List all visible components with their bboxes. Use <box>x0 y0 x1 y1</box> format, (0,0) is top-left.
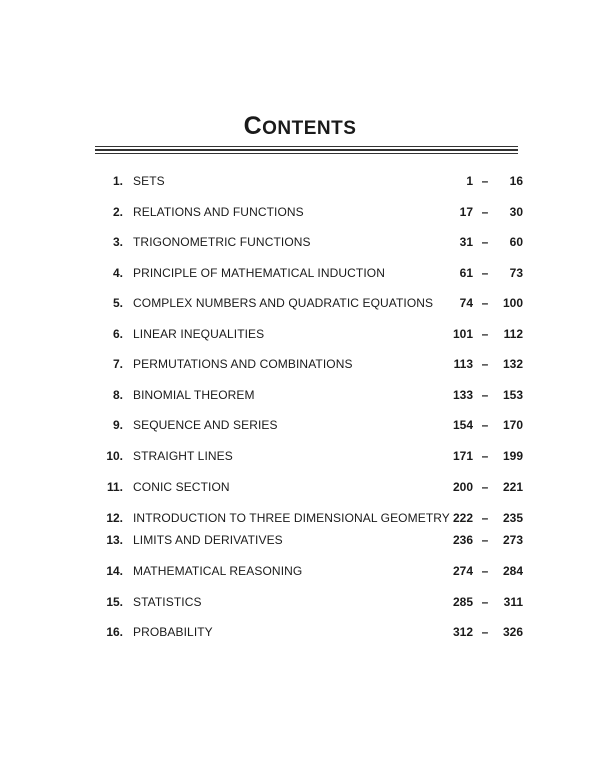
page-range-dash: – <box>481 418 489 432</box>
toc-entry[interactable] <box>0 478 600 496</box>
toc-entry[interactable] <box>0 562 600 580</box>
page-start: 133 <box>452 388 473 402</box>
chapter-title: TRIGONOMETRIC FUNCTIONS <box>133 235 311 249</box>
page-end: 60 <box>509 235 523 249</box>
toc-entry[interactable] <box>0 593 600 611</box>
page-start: 236 <box>452 533 473 547</box>
page-start: 274 <box>452 564 473 578</box>
chapter-title: LINEAR INEQUALITIES <box>133 327 265 341</box>
chapter-number: 4. <box>112 266 123 280</box>
toc-entry[interactable] <box>0 531 600 549</box>
page-end: 100 <box>502 296 523 310</box>
toc-entry[interactable] <box>0 294 600 312</box>
page-start: 285 <box>452 595 473 609</box>
page-end: 112 <box>503 327 523 341</box>
page-range-dash: – <box>481 480 489 494</box>
chapter-title: STRAIGHT LINES <box>133 449 233 463</box>
chapter-title: STATISTICS <box>133 595 202 609</box>
toc-entry[interactable] <box>0 264 600 282</box>
toc-entry[interactable] <box>0 386 600 404</box>
chapter-number: 16. <box>106 625 123 639</box>
page-start: 31 <box>459 235 473 249</box>
page-end: 326 <box>502 625 523 639</box>
page-start: 312 <box>452 625 473 639</box>
page-start: 61 <box>459 266 473 280</box>
page-title-rest: ONTENTS <box>262 118 357 139</box>
chapter-title: BINOMIAL THEOREM <box>133 388 255 402</box>
toc-entry[interactable] <box>0 233 600 251</box>
chapter-number: 10. <box>106 449 123 463</box>
page-range-dash: – <box>481 625 489 639</box>
chapter-title: PERMUTATIONS AND COMBINATIONS <box>133 357 353 371</box>
chapter-title: LIMITS AND DERIVATIVES <box>133 533 283 547</box>
page-range-dash: – <box>481 388 489 402</box>
chapter-number: 8. <box>112 388 123 402</box>
chapter-title: CONIC SECTION <box>133 480 230 494</box>
page-range-dash: – <box>481 266 489 280</box>
page-range-dash: – <box>481 564 489 578</box>
chapter-title: SEQUENCE AND SERIES <box>133 418 278 432</box>
toc-entry[interactable] <box>0 325 600 343</box>
chapter-title: PROBABILITY <box>133 625 213 639</box>
page-end: 132 <box>502 357 523 371</box>
page-end: 16 <box>509 174 523 188</box>
page-end: 153 <box>502 388 523 402</box>
page-start: 222 <box>452 511 473 525</box>
chapter-number: 5. <box>112 296 123 310</box>
chapter-number: 13. <box>106 533 123 547</box>
chapter-title: SETS <box>133 174 165 188</box>
page-range-dash: – <box>481 327 489 341</box>
page-start: 200 <box>452 480 473 494</box>
page-range-dash: – <box>481 511 489 525</box>
page-start: 74 <box>459 296 473 310</box>
page-end: 273 <box>502 533 523 547</box>
page-start: 113 <box>453 357 473 371</box>
chapter-number: 6. <box>112 327 123 341</box>
page-end: 199 <box>502 449 523 463</box>
page-range-dash: – <box>481 533 489 547</box>
chapter-title: MATHEMATICAL REASONING <box>133 564 303 578</box>
page-range-dash: – <box>481 205 489 219</box>
toc-entry[interactable] <box>0 509 600 527</box>
page-range-dash: – <box>481 357 489 371</box>
page-end: 221 <box>502 480 523 494</box>
chapter-number: 1. <box>112 174 123 188</box>
page-start: 17 <box>459 205 473 219</box>
chapter-number: 9. <box>112 418 123 432</box>
page-range-dash: – <box>481 595 489 609</box>
chapter-number: 7. <box>112 357 123 371</box>
toc-entry[interactable] <box>0 203 600 221</box>
page-end: 30 <box>509 205 523 219</box>
chapter-number: 11. <box>106 480 123 494</box>
page-start: 101 <box>452 327 473 341</box>
page-start: 171 <box>452 449 473 463</box>
chapter-title: RELATIONS AND FUNCTIONS <box>133 205 304 219</box>
chapter-title: COMPLEX NUMBERS AND QUADRATIC EQUATIONS <box>133 296 434 310</box>
page-range-dash: – <box>481 235 489 249</box>
chapter-number: 12. <box>106 511 123 525</box>
page-end: 73 <box>509 266 523 280</box>
page-start: 1 <box>466 174 473 188</box>
toc-entry[interactable] <box>0 172 600 190</box>
toc-entry[interactable] <box>0 623 600 641</box>
chapter-number: 3. <box>112 235 123 249</box>
page-end: 170 <box>502 418 523 432</box>
page-start: 154 <box>452 418 473 432</box>
toc-entry[interactable] <box>0 447 600 465</box>
page-range-dash: – <box>481 296 489 310</box>
toc-entry[interactable] <box>0 416 600 434</box>
chapter-title: INTRODUCTION TO THREE DIMENSIONAL GEOMETRY <box>133 511 450 525</box>
chapter-number: 14. <box>106 564 123 578</box>
page-range-dash: – <box>481 449 489 463</box>
page-end: 284 <box>502 564 523 578</box>
page-end: 235 <box>502 511 523 525</box>
chapter-number: 15. <box>106 595 123 609</box>
page-title-initial: C <box>243 112 263 140</box>
chapter-title: PRINCIPLE OF MATHEMATICAL INDUCTION <box>133 266 385 280</box>
chapter-number: 2. <box>112 205 123 219</box>
page-end: 311 <box>503 595 523 609</box>
toc-entry[interactable] <box>0 355 600 373</box>
page-range-dash: – <box>481 174 489 188</box>
